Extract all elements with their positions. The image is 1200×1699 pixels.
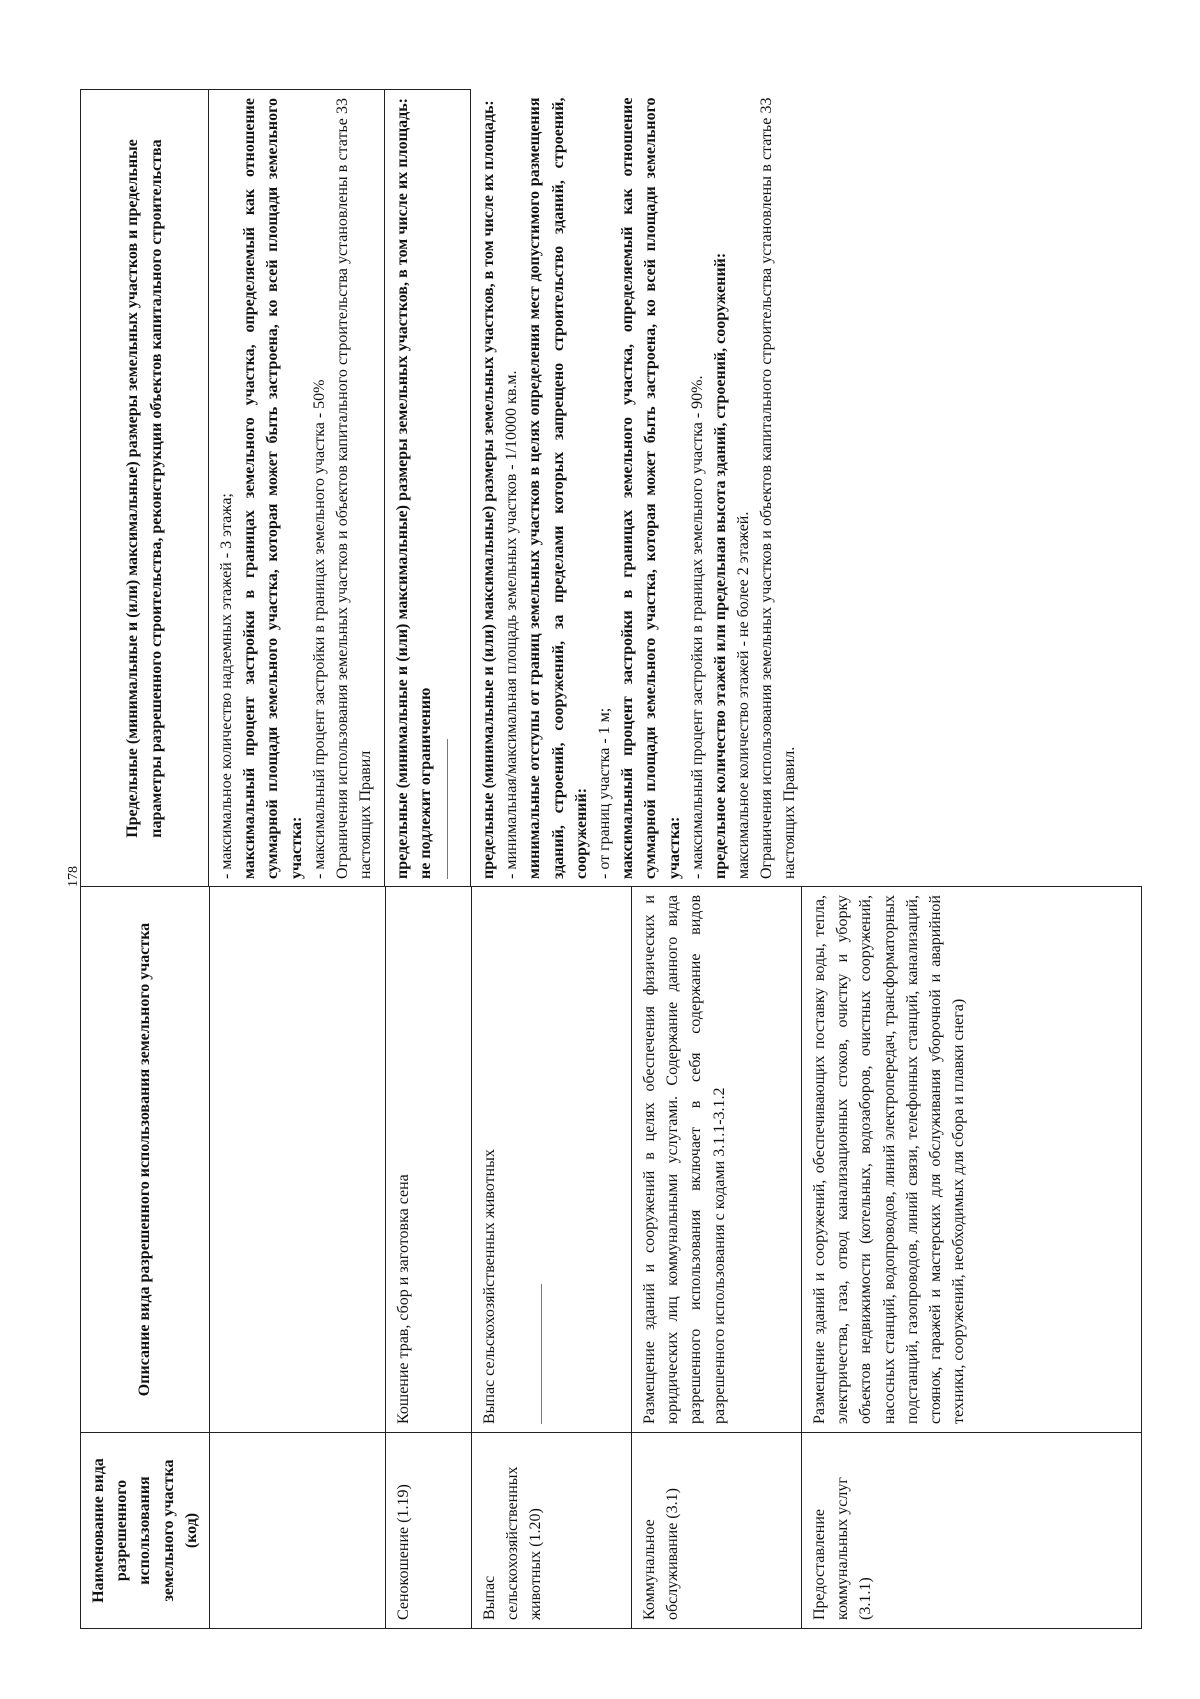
param-line: максимальное количество этажей - не более 2 этажей. bbox=[735, 511, 753, 879]
page-number: 178 bbox=[66, 866, 81, 887]
use-name-cell bbox=[209, 1433, 385, 1629]
divider bbox=[541, 1284, 542, 1424]
use-description-cell: Размещение зданий и сооружений, обеспечивающих поставку воды, тепла, электричества, газа, отвод канализационных стоков, очистку и уборку объектов недвижимости (котельных, водозаборов, очистных сооружений, насосных станций, водопроводов, линий электропередач, трансформаторных подстанций, газопроводов, линий связи, телефонных станций, канализаций, стоянок, гаражей и мастерских для обслуживания уборочной и аварийной техники, сооружений, необходимых для сбора и плавки снега) bbox=[801, 887, 1141, 1433]
param-line: - от границ участка - 1 м; bbox=[595, 707, 613, 879]
table-row bbox=[209, 90, 385, 888]
param-line: Ограничения использования земельных участков и объектов капитального строительства установлены в статье 33 настоящих Правил. bbox=[758, 97, 799, 879]
param-line: - максимальное количество надземных этажей - 3 этажа; bbox=[218, 493, 235, 879]
table-row bbox=[385, 90, 471, 888]
use-description-text: Выпас сельскохозяйственных животных bbox=[480, 1149, 498, 1424]
param-line: минимальные отступы от границ земельных участков в целях определения мест допустимого размещения зданий, строений, сооружений, за пределами которых запрещено строительство зданий, строений, сооружений: bbox=[526, 97, 590, 879]
land-use-table bbox=[80, 886, 1142, 1629]
divider bbox=[447, 739, 448, 879]
param-line: предельные (минимальные и (или) максимальные) размеры земельных участков, в том числе их площадь: не подлежит ограничению bbox=[394, 98, 435, 879]
table-row bbox=[801, 887, 1141, 1629]
table-header-row bbox=[81, 90, 209, 888]
param-line: - максимальный процент застройки в границах земельного участка - 50% bbox=[310, 379, 328, 879]
param-line: предельные (минимальные и (или) максимальные) размеры земельных участков, в том числе их площадь: bbox=[480, 100, 497, 879]
header-use-description: Описание вида разрешенного использования земельного участка bbox=[81, 887, 210, 1433]
param-line: максимальный процент застройки в границах земельного участка, определяемый как отношение суммарной площади земельного участка, которая может быть застроена, ко всей площади земельного участка: bbox=[241, 98, 305, 879]
parameters-cell bbox=[209, 90, 385, 888]
parameters-table bbox=[80, 89, 1141, 887]
table-row bbox=[631, 887, 801, 1629]
rotated-page bbox=[60, 89, 1140, 1629]
param-line: предельное количество этажей или предельная высота зданий, строений, сооружений: bbox=[711, 252, 729, 879]
use-description-cell: Кошение трав, сбор и заготовка сена bbox=[385, 887, 471, 1433]
table-row bbox=[471, 887, 631, 1629]
table-row bbox=[209, 887, 385, 1629]
param-line: Ограничения использования земельных участков и объектов капитального строительства установлены в статье 33 настоящих Правил bbox=[333, 98, 375, 879]
use-name-cell: Предоставление коммунальных услуг (3.1.1) bbox=[801, 1433, 1141, 1629]
param-line: - минимальная/максимальная площадь земельных участков - 1/10000 кв.м. bbox=[503, 370, 521, 879]
use-name-cell: Коммунальное обслуживание (3.1) bbox=[631, 1433, 801, 1629]
use-description-cell bbox=[209, 887, 385, 1433]
header-use-name: Наименование вида разрешенного использования земельного участка (код) bbox=[81, 1433, 210, 1629]
parameters-cell bbox=[471, 90, 1141, 888]
parameters-cell bbox=[385, 90, 471, 888]
table-row bbox=[471, 90, 1141, 888]
use-name-cell: Сенокошение (1.19) bbox=[385, 1433, 471, 1629]
use-description-cell bbox=[471, 887, 631, 1433]
table-row bbox=[385, 887, 471, 1629]
param-line: максимальный процент застройки в границах земельного участка, определяемый как отношение суммарной площади земельного участка, которая может быть застроена, ко всей площади земельного участка: bbox=[619, 97, 683, 879]
param-line: - максимальный процент застройки в границах земельного участка - 90%. bbox=[688, 375, 706, 879]
header-parameters: Предельные (минимальные и (или) максимальные) размеры земельных участков и предельные параметры разрешенного строительства, реконструкции объектов капитального строительства bbox=[81, 90, 209, 888]
use-description-cell: Размещение зданий и сооружений в целях обеспечения физических и юридических лиц коммунальными услугами. Содержание данного вида разрешенного использования включает в себя содержание видов разрешенного использования с кодами 3.1.1-3.1.2 bbox=[631, 887, 801, 1433]
table-header-row bbox=[81, 887, 210, 1629]
use-name-cell: Выпас сельскохозяйственных животных (1.20) bbox=[471, 1433, 631, 1629]
